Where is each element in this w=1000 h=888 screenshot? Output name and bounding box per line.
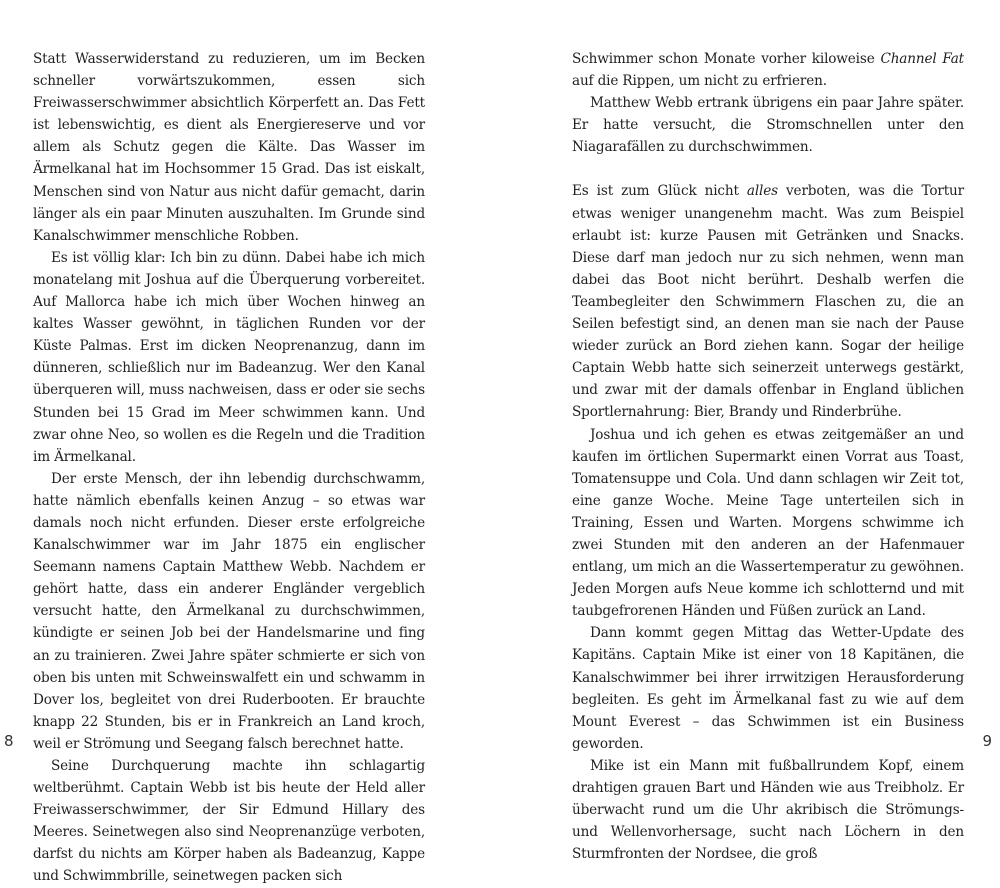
right-paragraph-1: Schwimmer schon Monate vorher kiloweise Channel Fat auf die Rippen, um nicht zu erfrieren. [572, 51, 964, 90]
left-paragraph-4: Seine Durchquerung machte ihn schlagartig weltberühmt. Captain Webb ist bis heute der Held aller Freiwasserschwimmer, der Sir Edmund Hillary des Meeres. Seinetwegen also sind Neoprenanzüge verboten, darfst du nichts am Körper haben als Badeanzug, Kappe und Schwimmbrille, seinetwegen packen sich [33, 758, 425, 885]
alles-italic: alles [746, 183, 778, 200]
right-paragraph-4: Joshua und ich gehen es etwas zeitgemäßer an und kaufen im örtlichen Supermarkt einen Vorrat aus Toast, Tomatensuppe und Cola. Und dann schlagen wir Zeit tot, eine ganze Woche. Meine Tage unterteilen sich in Training, Essen und Warten. Morgens schwimme ich zwei Stunden mit den anderen an der Hafenmauer entlang, um mich an die Wassertemperatur zu gewöhnen. Jeden Morgen aufs Neue komme ich schlotternd und mit taubgefrorenen Händen und Füßen zurück an Land. [572, 426, 964, 620]
right-paragraph-6: Mike ist ein Mann mit fußballrundem Kopf, einem drahtigen grauen Bart und Händen wie aus Treibholz. Er überwacht rund um die Uhr akribisch die Strömungs- und Wellenvorhersage, sucht nach Löchern in den Sturmfronten der Nordsee, die groß [572, 757, 964, 863]
left-paragraph-1: Statt Wasserwiderstand zu reduzieren, um im Becken schneller vorwärtszukommen, essen sich Freiwasserschwimmer absichtlich Körperfett an. Das Fett ist lebenswichtig, es dient als Energiereserve und vor allem als Schutz gegen die Kälte. Das Wasser im Ärmelkanal hat im Hochsommer 15 Grad. Das ist eiskalt, Menschen sind von Natur aus nicht dafür gemacht, darin länger als ein paar Minuten auszuhalten. Im Grunde sind Kanalschwimmer menschliche Robben. [33, 51, 425, 244]
left-paragraph-2: Es ist völlig klar: Ich bin zu dünn. Dabei habe ich mich monatelang mit Joshua auf die Überquerung vorbereitet. Auf Mallorca habe ich mich über Wochen hinweg an kaltes Wasser gewöhnt, in täglichen Runden vor der Küste Palmas. Erst im dicken Neoprenanzug, dann im dünneren, schließlich nur im Badeanzug. Wer den Kanal überqueren will, muss nachweisen, dass er oder sie sechs Stunden bei 15 Grad im Meer schwimmen kann. Und zwar ohne Neo, so wollen es die Regeln und die Tradition im Ärmelkanal. [33, 249, 425, 465]
left-page [33, 48, 425, 888]
right-page [572, 48, 964, 865]
page-number-left: 8 [4, 732, 14, 750]
right-paragraph-3: Es ist zum Glück nicht alles verboten, was die Tortur etwas weniger unangenehm macht. Was zum Beispiel erlaubt ist: kurze Pausen mit Getränken und Snacks. Diese darf man jedoch nur zu sich nehmen, wenn man dabei das Boot nicht berührt. Deshalb werfen die Teambegleiter den Schwimmern Flaschen zu, die an Seilen befestigt sind, an denen man sie nach der Pause wieder zurück an Bord ziehen kann. Sogar der heilige Captain Webb hatte sich seinerzeit unterwegs gestärkt, und zwar mit der damals offenbar in England üblichen Sportlernahrung: Bier, Brandy und Rinderbrühe. [572, 183, 964, 421]
channel-fat-italic: Channel Fat [880, 51, 964, 67]
page-number-right: 9 [982, 732, 992, 750]
right-paragraph-5: Dann kommt gegen Mittag das Wetter-Update des Kapitäns. Captain Mike ist einer von 18 Kapitänen, die Kanalschwimmer bei ihrer irrwitzigen Herausforderung begleiten. Es geht im Ärmelkanal fast zu wie auf dem Mount Everest – das Schwimmen ist ein Business geworden. [572, 625, 964, 752]
left-paragraph-3: Der erste Mensch, der ihn lebendig durchschwamm, hatte nämlich ebenfalls keinen Anzug – so etwas war damals noch nicht erfunden. Dieser erste erfolgreiche Kanalschwimmer war im Jahr 1875 ein englischer Seemann namens Captain Matthew Webb. Nachdem er gehört hatte, dass ein anderer Engländer vergeblich versucht hatte, den Ärmelkanal zu durchschwimmen, kündigte er seinen Job bei der Handelsmarine und fing an zu trainieren. Zwei Jahre später schmierte er sich von oben bis unten mit Schweinswalfett ein und schwamm in Dover los, begleitet von drei Ruderbooten. Er brauchte knapp 22 Stunden, bis er in Frankreich an Land kroch, weil er Strömung und Seegang falsch berechnet hatte. [33, 470, 425, 752]
right-paragraph-2: Matthew Webb ertrank übrigens ein paar Jahre später. Er hatte versucht, die Stromschnellen unter den Niagarafällen zu durchschwimmen. [572, 95, 964, 156]
